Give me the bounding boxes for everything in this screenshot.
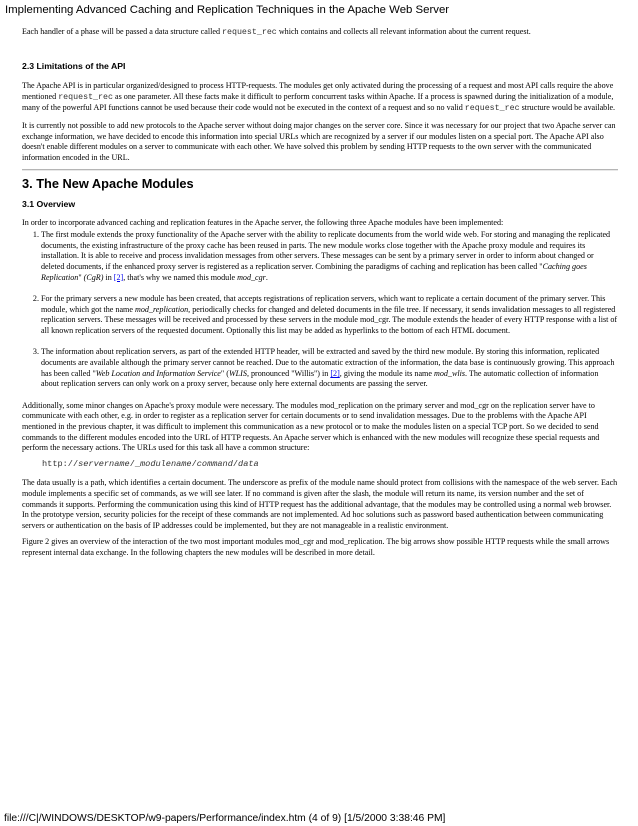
- section-heading-2-3: 2.3 Limitations of the API: [22, 60, 126, 71]
- section-heading-3-1: 3.1 Overview: [22, 198, 76, 209]
- overview-lead: In order to incorporate advanced caching and replication features in the Apache server, the following three Apache modules have been implemented:: [22, 217, 504, 227]
- url-scheme: http://: [42, 458, 79, 469]
- section-heading-3: 3. The New Apache Modules: [22, 176, 194, 192]
- code-request-rec: request_rec: [222, 28, 277, 37]
- item1-text-a: The first module extends the proxy functionality of the Apache server with the ability to replicate documents from the world wide web. For storing and managing the replicated documents, the existing infrastructure of the proxy cache has been reused in parts. The new module works close together with the Apache proxy module and requires its installation. It is able to receive and process invalidation messages from other servers. These messages can be sent by a primary server in order to inform about changed or deleted documents, if the enhanced proxy server is registered as a replication server. Combining the paradigms of caching and replication has been called ": [41, 230, 611, 271]
- list-item: [41, 347, 618, 389]
- intro-paragraph: [22, 27, 618, 39]
- item1-em-cgr-name: Caching goes Replication: [41, 261, 587, 282]
- item3-em-module-name: mod_wlis: [433, 368, 466, 378]
- item1-text-c: in: [103, 272, 114, 282]
- url-structure: [42, 459, 618, 470]
- list-item: [41, 294, 618, 336]
- url-sep-3: /: [232, 458, 239, 469]
- url-sep-2: /: [191, 458, 197, 469]
- item3-text-e: . The automatic collection of information about replication servers can only work on a proxy server, because only here external documents are passing the server.: [41, 368, 599, 389]
- section-divider: [22, 169, 618, 171]
- window-title: Implementing Advanced Caching and Replication Techniques in the Apache Web Server: [5, 4, 450, 16]
- data-paragraph: The data usually is a path, which identifies a certain document. The underscore as prefix of the module name should protect from collisions with the namespace of the web server. Each module implements a specific set of commands, as we will see later. If no command is given after the slash, the module will return its name, its version number and the set of commands it supports. Performing the communication using this kind of HTTP request has the additional advantage, that the modules may be controlled using a normal web browser. In the prototype version, security policies for the receipt of these commands are not implemented. Ad hoc solutions such as password based authentication between communicating servers or authentication on the basis of IP addresses could be implemented, but they are not manageable in a realistic environment.: [22, 478, 618, 530]
- item1-text-b: ": [78, 272, 84, 282]
- additional-changes-paragraph: Additionally, some minor changes on Apache's proxy module were necessary. The modules mod_replication on the primary server and mod_cgr on the replication server have to communicate with each other, e.g. in order to register as a replication server for certain documents or to send invalidation messages. Due to the problems with the Apache API mentioned in the previous chapter, it was difficult to implement this communication as a new protocol or to make the modules listen on a special TCP port. So we decided to send commands to the different modules encoded into the URL of HTTP requests. An Apache server which is enhanced with the new modules will recognize these special requests and perform the necessary actions. The URLs used for this task all have a common structure:: [22, 400, 600, 453]
- url-modulename: modulename: [140, 458, 192, 469]
- item3-text-c: , pronounced "Willis") in: [246, 368, 331, 378]
- status-file-path: file:///C|/WINDOWS/DESKTOP/w9-papers/Performance/index.htm (4 of 9) [1/5/2000 3:38:46 PM]: [4, 813, 446, 824]
- item1-em-module-name: mod_cgr: [237, 272, 266, 282]
- item3-text-a: The information about replication servers, as part of the extended HTTP header, will be extracted and saved by the third new module. By storing this information, replicated documents are available although the primary server cannot be reached. Due to the automatic extraction of the information, the data base is continuously growing. This approach has been called ": [41, 347, 615, 378]
- item3-text-d: , giving the module its name: [339, 368, 434, 378]
- url-data: data: [238, 458, 259, 469]
- document-body: [22, 27, 618, 565]
- url-command: command: [196, 458, 233, 469]
- figure-overview-paragraph: Figure 2 gives an overview of the interaction of the two most important modules mod_cgr and mod_replication. The big arrows show possible HTTP requests while the small arrows represent internal data exchange. In the following chapters the new modules will be described in more detail.: [22, 537, 610, 557]
- limitations-text-c: structure would be available.: [519, 103, 616, 113]
- item1-em-cgr-abbrev: (CgR): [83, 272, 104, 282]
- item3-em-wlis-name: Web Location and Information Service: [95, 368, 221, 378]
- intro-text: Each handler of a phase will be passed a data structure called: [22, 27, 223, 36]
- item3-em-wlis-abbrev: WLIS: [228, 368, 247, 378]
- reference-link-2[interactable]: [2]: [330, 368, 340, 378]
- url-servername: servername: [78, 458, 130, 469]
- limitations-text-a: The Apache API is in particular organized/designed to process HTTP-requests. The modules get only activated during the processing of a request and most API calls require the above mentioned: [22, 81, 614, 101]
- intro-text-end: which contains and collects all relevant information about the current request.: [276, 27, 531, 36]
- code-request-rec-1: request_rec: [58, 92, 113, 102]
- item1-text-d: , that's why we named this module: [123, 272, 238, 282]
- list-item: [41, 230, 618, 283]
- url-sep-1: /_: [129, 458, 141, 469]
- limitations-text-b: as one parameter. All these facts make it difficult to perform concurrent tasks within Apache. If a process is spawned during the initialization of a module, many of the powerful API functions cannot be used because their code would not be executed in the context of a request and so no valid: [22, 91, 614, 113]
- item2-em-module-name: mod_replication,: [134, 304, 191, 314]
- item1-text-e: .: [265, 272, 268, 282]
- limitations-paragraph-2: It is currently not possible to add new protocols to the Apache server without doing major changes on the server core. Since it was necessary for our project that two Apache server can exchange information, we have decided to encode this information into special URLs which are recognized by a server if our modules listen on a special port. The Apache API also doesn't enable different modules on a server to communicate with each other. We have solved this problem by sending HTTP requests to the own server with the communicated information encoded in the URL.: [22, 120, 616, 162]
- limitations-paragraph-1: [22, 81, 618, 115]
- module-list: [22, 230, 618, 390]
- reference-link-2[interactable]: [2]: [113, 272, 124, 282]
- item3-text-b: " (: [220, 368, 229, 378]
- item2-text-b: periodically checks for changed and deleted documents in the file tree. If necessary, it sends invalidation messages to all registered replication servers. These messages will be received and processed by these servers in the module mod_cgr. The module extends the header of every HTTP response with a list of all known replication servers of the requested document. Optionally this list may be added as hyperlinks to the bottom of each HTML document.: [41, 304, 618, 335]
- code-request-rec-2: request_rec: [464, 104, 520, 114]
- item2-text-a: For the primary servers a new module has been created, that accepts registrations of replication servers, which want to replicate a certain document of the primary server. This module, which got the name: [41, 294, 606, 314]
